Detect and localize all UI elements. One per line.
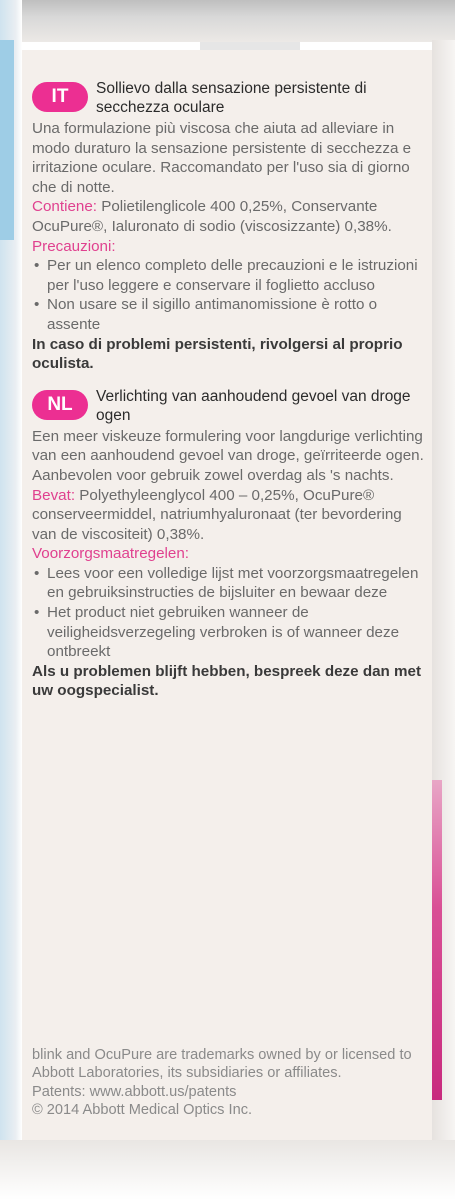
precautions-list-nl: [32, 564, 424, 662]
language-badge-it: IT: [32, 82, 88, 112]
ingredients-label-nl: Bevat:: [32, 486, 76, 504]
precautions-label-it: Precauzioni:: [32, 237, 116, 255]
ingredients-nl: [32, 486, 424, 545]
list-item: • Non usare se il sigillo antimanomissione è rotto o assente: [32, 295, 424, 334]
box-magenta-stripe: [432, 780, 442, 1100]
copyright-notice: © 2014 Abbott Medical Optics Inc.: [32, 1102, 253, 1119]
section-italian: [32, 78, 424, 374]
section-title-nl: Verlichting van aanhoudend gevoel van droge ogen: [96, 387, 411, 424]
description-nl: Een meer viskeuze formulering voor langdurige verlichting van een aanhoudend gevoel van droge, geïrriteerde ogen. Aanbevolen voor gebruik zowel overdag als 's nachts.: [32, 427, 424, 484]
section-title-it: Sollievo dalla sensazione persistente di secchezza oculare: [96, 80, 367, 116]
note-it: In caso di problemi persistenti, rivolgersi al proprio oculista.: [32, 335, 403, 373]
box-top-strip: [200, 42, 300, 50]
legal-footer: [32, 1046, 424, 1120]
ingredients-text-nl: Polyethyleenglycol 400 – 0,25%, OcuPure® conserveermiddel, natriumhyaluronaat (ter bevordering van de viscositeit) 0,38%.: [32, 486, 402, 543]
label-text: [32, 78, 424, 701]
ingredients-it: [32, 197, 424, 236]
box-bottom-edge: [0, 1140, 455, 1200]
description-it: Una formulazione più viscosa che aiuta ad alleviare in modo duraturo la sensazione persistente di secchezza e irritazione oculare. Raccomandato per l'uso sia di giorno che di notte.: [32, 120, 412, 196]
box-top-shadow: [0, 0, 455, 42]
ingredients-text-it: Polietilenglicole 400 0,25%, Conservante OcuPure®, Ialuronato di sodio (viscosizzante) 0,38%.: [32, 198, 392, 235]
section-header-nl: [32, 386, 424, 425]
trademark-notice: blink and OcuPure are trademarks owned by or licensed to Abbott Laboratories, its subsidiaries or affiliates.: [32, 1047, 412, 1082]
precautions-label-nl: Voorzorgsmaatregelen:: [32, 545, 190, 563]
box-blue-accent: [0, 40, 14, 240]
precautions-list-it: [32, 256, 424, 334]
list-item: • Lees voor een volledige lijst met voorzorgsmaatregelen en gebruiksinstructies de bijsluiter en bewaar deze: [32, 564, 424, 603]
patents-notice: Patents: www.abbott.us/patents: [32, 1083, 237, 1100]
section-header-it: [32, 78, 424, 117]
ingredients-label-it: Contiene:: [32, 198, 98, 216]
section-dutch: [32, 386, 424, 701]
language-badge-nl: NL: [32, 390, 88, 420]
list-item: • Het product niet gebruiken wanneer de veiligheidsverzegeling verbroken is of wanneer deze ontbreekt: [32, 603, 424, 662]
list-item: • Per un elenco completo delle precauzioni e le istruzioni per l'uso leggere e conservare il foglietto accluso: [32, 256, 424, 295]
note-nl: Als u problemen blijft hebben, bespreek deze dan met uw oogspecialist.: [32, 662, 422, 700]
